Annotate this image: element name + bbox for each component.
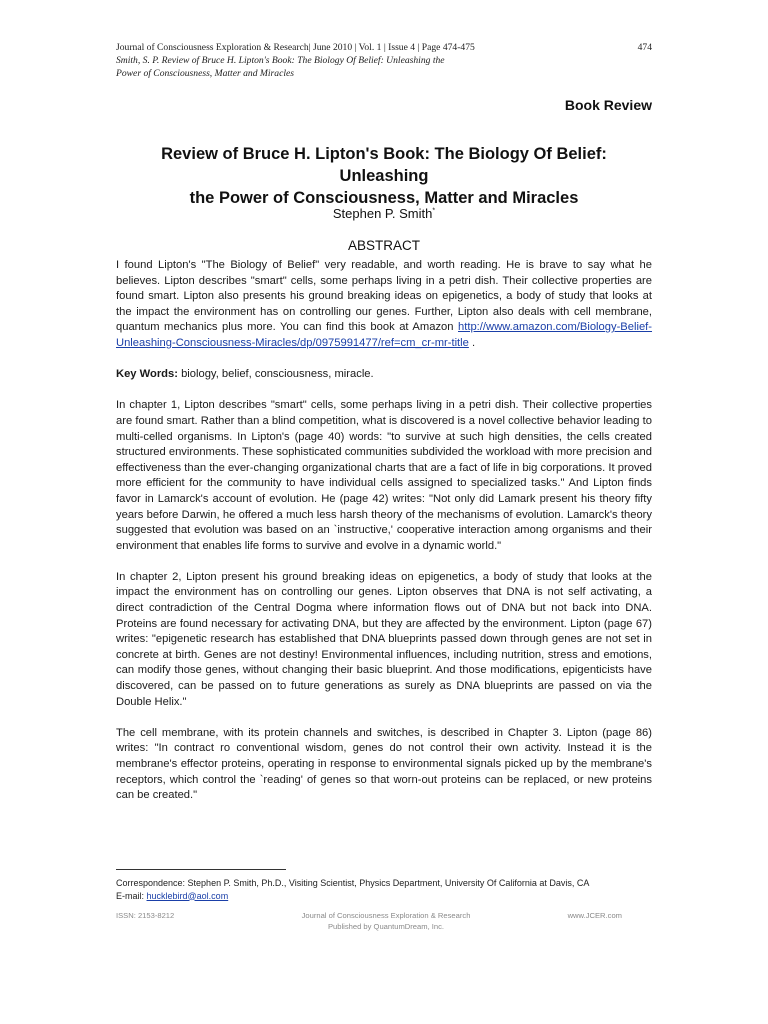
abstract-text: I found Lipton's "The Biology of Belief" very readable, and worth reading. He is brave to say what he believes. Lipton describes "smart" cells, some perhaps living in a petri dish. Their collective properties are found smart. Lipton also presents his ground breaking ideas on epigenetics, a body of study that looks at the impact the environment has on controlling our genes. Further, Lipton also deals with cell membrane, quantum mechanics plus more. You can find this book at Amazon: [116, 259, 652, 334]
section-label: Book Review: [564, 97, 652, 113]
footnote: [116, 877, 652, 902]
body-paragraph-2: In chapter 2, Lipton present his ground breaking ideas on epigenetics, a body of study that looks at the impact the environment has on controlling our genes. Lipton observes that DNA is not self activating, a direct contradiction of the Central Dogma where information flows out of DNA but not back into DNA. Proteins are found necessary for activating DNA, but they are affected by the environment. Lipton (page 67) writes: "epigenetic research has established that DNA blueprints passed down through genes are not set in concrete at birth. Genes are not destiny! Environmental influences, including nutrition, stress and emotions, can modify those genes, without changing their basic blueprint. And those modifications, epigenticists have discovered, can be passed on to future generations as surely as DNA blueprints are passed on via the Double Helix.": [116, 570, 652, 708]
email-link[interactable]: hucklebird@aol.com: [146, 890, 229, 901]
footer-journal-name: Journal of Consciousness Exploration & Research: [301, 911, 471, 920]
abstract-paragraph: [116, 258, 652, 352]
author-name: Stephen P. Smith: [332, 206, 433, 221]
issn-text: ISSN: 2153-8212: [116, 911, 175, 920]
author-footnote-mark: *: [432, 207, 436, 215]
footnote-divider: [116, 869, 286, 870]
article-citation-line1: Smith, S. P. Review of Bruce H. Lipton's Book: The Biology Of Belief: Unleashing the: [116, 55, 445, 66]
keywords-text: biology, belief, consciousness, miracle.: [177, 368, 374, 381]
correspondence-text: Correspondence: Stephen P. Smith, Ph.D., Visiting Scientist, Physics Department, University Of California at Davis, CA: [116, 878, 590, 888]
footer-website: www.JCER.com: [567, 911, 622, 920]
keywords-label: Key Words:: [116, 368, 178, 381]
author-line: [116, 206, 652, 221]
email-label: E-mail:: [116, 890, 147, 901]
journal-citation: Journal of Consciousness Exploration & Research| June 2010 | Vol. 1 | Issue 4 | Page 474-475: [116, 42, 475, 53]
article-citation-line2: Power of Consciousness, Matter and Miracles: [116, 68, 295, 79]
article-title: [116, 143, 652, 209]
amazon-link[interactable]: http://www.amazon.com/Biology-Belief-Unleashing-Consciousness-Miracles/dp/0975991477/ref=cm_cr-mr-title: [116, 321, 653, 349]
paper-page: [116, 0, 652, 1024]
title-line2: the Power of Consciousness, Matter and Miracles: [189, 189, 579, 207]
abstract-trailing: .: [468, 336, 476, 349]
footer-journal-info: [256, 911, 516, 932]
email-line: [116, 890, 652, 903]
keywords-paragraph: [116, 367, 652, 383]
abstract-heading: ABSTRACT: [347, 238, 420, 253]
title-line1: Review of Bruce H. Lipton's Book: The Biology Of Belief: Unleashing: [161, 145, 607, 185]
article-body: [116, 258, 652, 819]
body-paragraph-1: In chapter 1, Lipton describes "smart" cells, some perhaps living in a petri dish. Their collective properties are found smart. Rather than a blind competition, what is discovered is a novel collective behavior leading to multi-celled organisms. In Lipton's (page 40) words: "to survive at such high densities, the cells created structured environments. These sophisticated communities subdivided the workload with more precision and effectiveness than the ever-changing organizational charts that are a fact of life in big corporations. It proved more efficient for the community to have individual cells assigned to specialized tasks." And Lipton finds favor in Lamarck's account of evolution. He (page 42) writes: "Not only did Lamark present his theory fifty years before Darwin, he offered a much less harsh theory of the mechanisms of evolution. Lamarck's theory suggested that evolution was based on an `instructive,' cooperative interaction among organisms and their environment that enables life forms to survive and evolve in a dynamic world.": [116, 399, 652, 552]
page-number: 474: [637, 42, 652, 53]
body-paragraph-3: The cell membrane, with its protein channels and switches, is described in Chapter 3. Lipton (page 86) writes: "In contract ro conventional wisdom, genes do not control their own activity. Instead it is the membrane's effector proteins, operating in response to environmental signals picked up by the membrane's receptors, which control the `reading' of genes so that worn-out proteins can be replaced, or new proteins can be created.": [116, 726, 652, 802]
running-head: [116, 41, 652, 80]
footer-publisher: Published by QuantumDream, Inc.: [327, 921, 445, 931]
